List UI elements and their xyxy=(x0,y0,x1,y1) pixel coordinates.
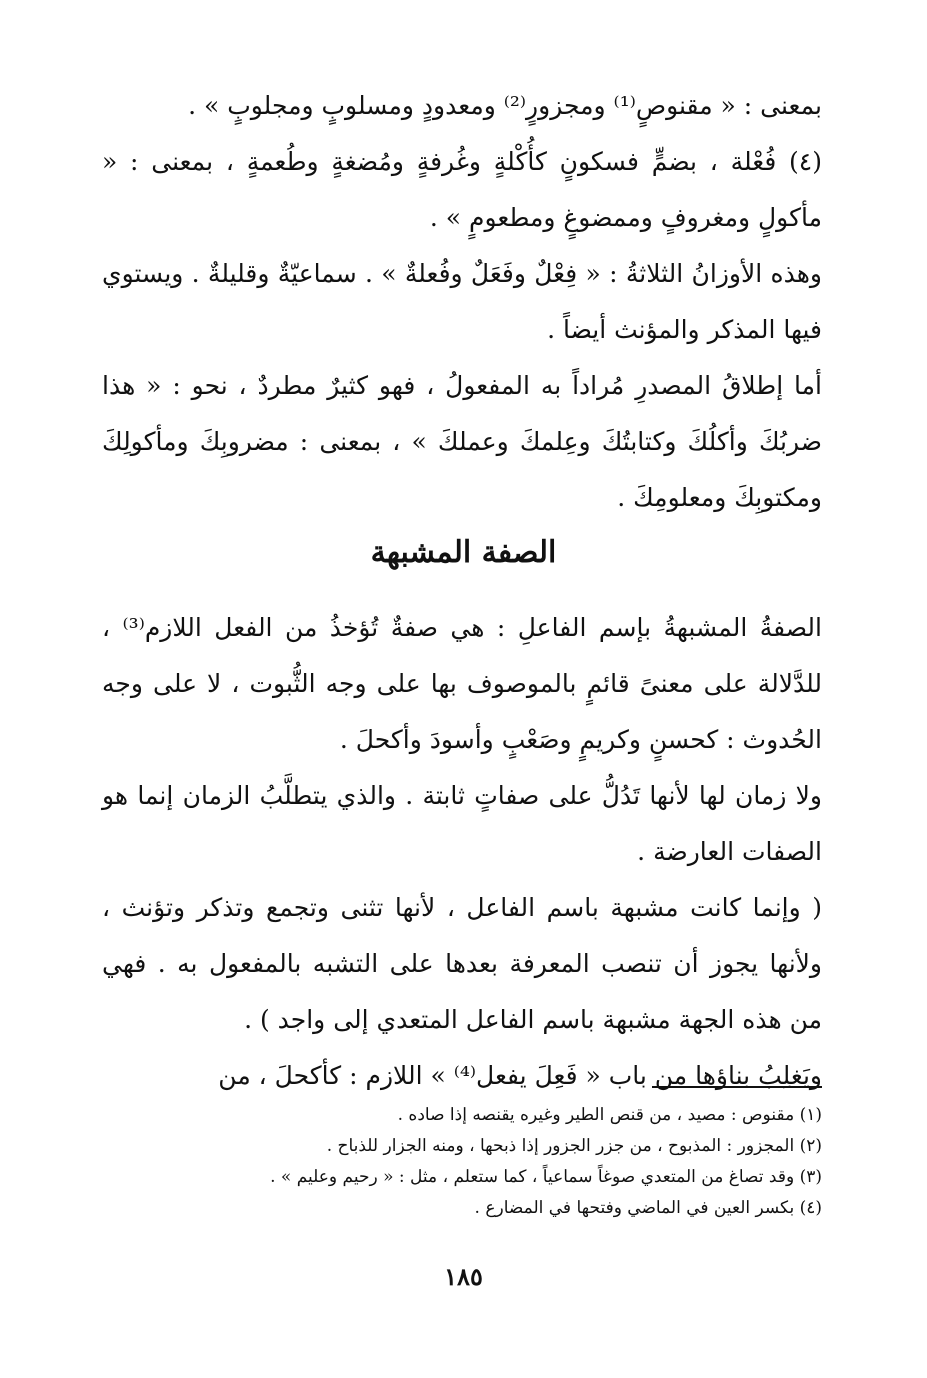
footnote: (٢) المجزور : المذبوح ، من جزر الجزور إذا ذبحها ، ومنه الجزار للذباح . xyxy=(326,1136,822,1156)
footnote-separator xyxy=(652,1086,822,1088)
paragraph: ( وإنما كانت مشبهة باسم الفاعل ، لأنها تثنى وتجمع وتذكر وتؤنث ، ولأنها يجوز أن تنصب المعرفة بعدها على التشبه بالمفعول به . فهي من هذه الجهة مشبهة باسم الفاعل المتعدي إلى واجد ) . xyxy=(102,893,822,1034)
section-title: الصفة المشبهة xyxy=(370,535,557,570)
paragraph: وهذه الأوزانُ الثلاثةُ : « فِعْلٌ وفَعَلٌ وفُعلةٌ » . سماعيّةٌ وقليلةٌ . ويستوي فيها المذكر والمؤنث أيضاً . xyxy=(102,259,822,344)
footnote: (١) مقنوص : مصيد ، من قنص الطير وغيره يقنصه إذا صاده . xyxy=(397,1105,822,1125)
paragraph: أما إطلاقُ المصدرِ مُراداً به المفعولُ ، فهو كثيرٌ مطردٌ ، نحو : « هذا ضربُكَ وأكلُكَ وكتابتُكَ وعِلمكَ وعملكَ » ، بمعنى : مضروبِكَ ومأكولِكَ ومكتوبِكَ ومعلومِكَ . xyxy=(102,371,822,512)
page-number: ١٨٥ xyxy=(444,1262,483,1291)
paragraph: الصفةُ المشبهةُ بإسم الفاعلِ : هي صفةٌ تُؤخذُ من الفعل اللازم⁽³⁾ ، للدَّلالة على معنىً قائمٍ بالموصوف بها على وجه الثُّبوت ، لا على وجه الحُدوث : كحسنٍ وكريمٍ وصَعْبٍ وأسودَ وأكحلَ . xyxy=(102,613,822,754)
paragraph: ولا زمان لها لأنها تَدُلُّ على صفاتٍ ثابتة . والذي يتطلَّبُ الزمان إنما هو الصفات العارضة . xyxy=(102,781,822,866)
footnotes xyxy=(102,1100,822,1224)
footnote: (٤) بكسر العين في الماضي وفتحها في المضارع . xyxy=(474,1198,822,1218)
body-text-top xyxy=(102,78,822,526)
paragraph: (٤) فُعْلة ، بضمٍّ فسكونٍ كأُكْلةٍ وغُرفةٍ ومُضغةٍ وطُعمةٍ ، بمعنى : « مأكولٍ ومغروفٍ وممضوغٍ ومطعومٍ » . xyxy=(102,147,822,232)
body-text-bottom xyxy=(102,600,822,1104)
paragraph: ويَغلِبُ بناؤها من باب « فَعِلَ يفعل⁽⁴⁾ » اللازم : كأكحلَ ، من xyxy=(218,1061,822,1090)
paragraph: بمعنى : « مقنوصٍ⁽¹⁾ ومجزورٍ⁽²⁾ ومعدودٍ ومسلوبٍ ومجلوبٍ » . xyxy=(188,91,822,120)
footnote: (٣) وقد تصاغ من المتعدي صوغاً سماعياً ، كما ستعلم ، مثل : « رحيم وعليم » . xyxy=(270,1167,822,1187)
